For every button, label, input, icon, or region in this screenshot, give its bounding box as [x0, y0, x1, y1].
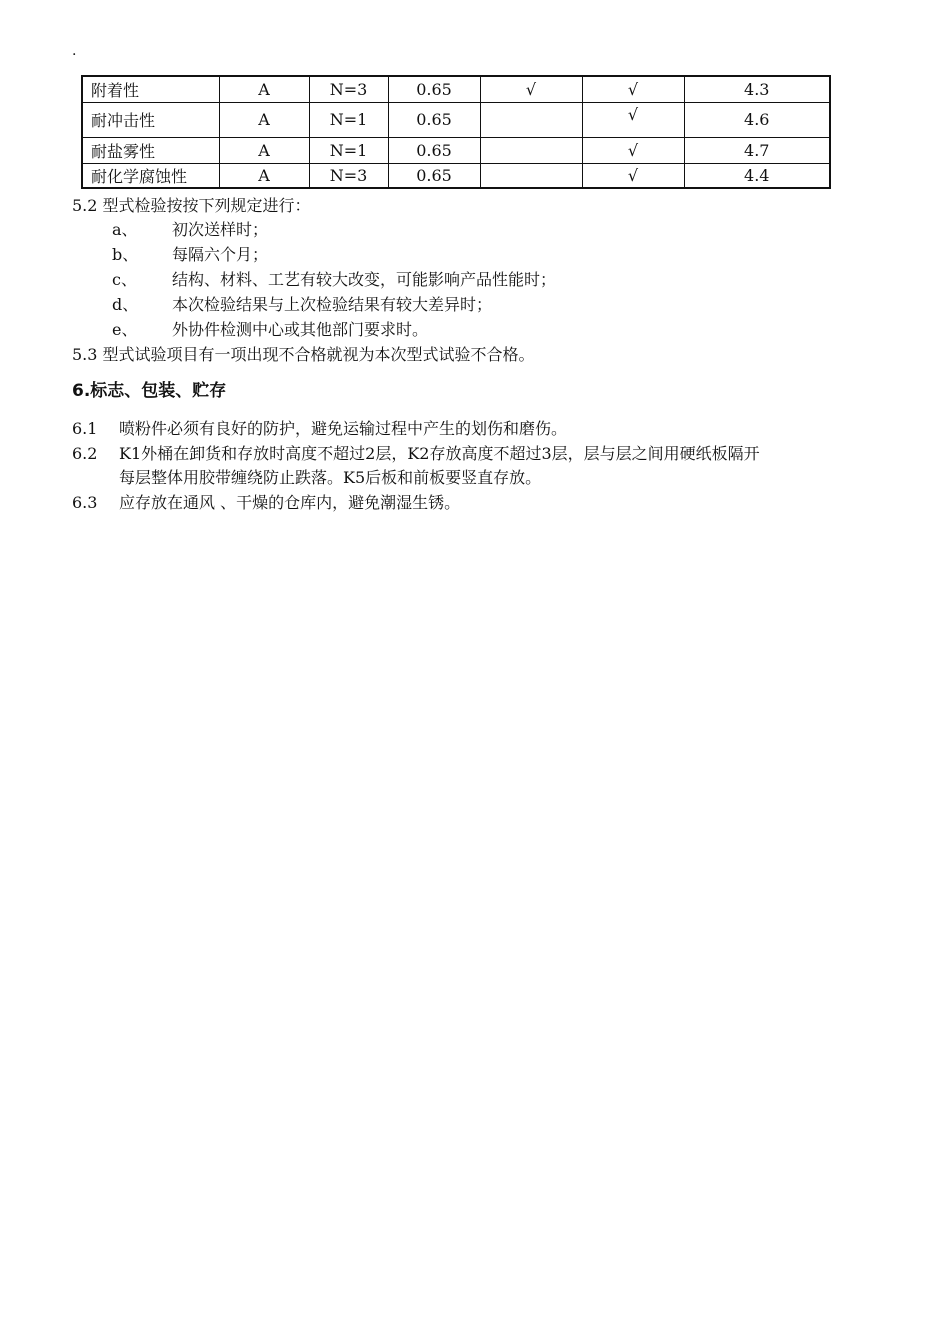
- sample-size: N=1: [309, 102, 388, 137]
- inspection-table: [81, 75, 831, 189]
- table-row: [82, 163, 830, 188]
- defect-grade: A: [219, 163, 309, 188]
- clause-number: 6.3: [72, 493, 98, 512]
- test-item-name: 附着性: [82, 76, 219, 102]
- aql-value: 0.65: [388, 137, 480, 163]
- defect-grade: A: [219, 137, 309, 163]
- check-mark-2: √: [582, 76, 684, 102]
- clause-ref: 4.4: [684, 163, 830, 188]
- list-item-label: b、: [112, 245, 139, 264]
- test-item-name: 耐冲击性: [82, 102, 219, 137]
- clause-number: 6.1: [72, 419, 98, 438]
- list-item-text: 外协件检测中心或其他部门要求时。: [172, 320, 429, 339]
- clause-ref: 4.3: [684, 76, 830, 102]
- section-5-3-text: 5.3 型式试验项目有一项出现不合格就视为本次型式试验不合格。: [72, 345, 535, 364]
- check-mark-1: √: [480, 76, 582, 102]
- section-5-2-title: 5.2 型式检验按按下列规定进行：: [72, 196, 311, 215]
- list-item-text: 结构、材料、工艺有较大改变，可能影响产品性能时；: [172, 270, 557, 289]
- test-item-name: 耐盐雾性: [82, 137, 219, 163]
- test-item-name: 耐化学腐蚀性: [82, 163, 219, 188]
- check-mark-1: [480, 163, 582, 188]
- list-item-text: 每隔六个月；: [172, 245, 269, 264]
- clause-text: K1外桶在卸货和存放时高度不超过2层，K2存放高度不超过3层，层与层之间用硬纸板隔开: [119, 444, 760, 463]
- clause-text-continued: 每层整体用胶带缠绕防止跌落。K5后板和前板要竖直存放。: [119, 468, 542, 487]
- section-6-heading: 6.标志、包装、贮存: [72, 381, 227, 401]
- table-row: [82, 76, 830, 102]
- aql-value: 0.65: [388, 163, 480, 188]
- check-mark-2: √: [582, 163, 684, 188]
- clause-ref: 4.7: [684, 137, 830, 163]
- list-item-text: 本次检验结果与上次检验结果有较大差异时；: [172, 295, 493, 314]
- sample-size: N=3: [309, 163, 388, 188]
- aql-value: 0.65: [388, 102, 480, 137]
- aql-value: 0.65: [388, 76, 480, 102]
- clause-ref: 4.6: [684, 102, 830, 137]
- check-mark-1: [480, 102, 582, 137]
- sample-size: N=3: [309, 76, 388, 102]
- list-item-label: a、: [112, 220, 138, 239]
- table-row: [82, 102, 830, 137]
- clause-text: 应存放在通风 、干燥的仓库内，避免潮湿生锈。: [119, 493, 461, 512]
- defect-grade: A: [219, 76, 309, 102]
- check-mark-2: √: [582, 137, 684, 163]
- list-item-text: 初次送样时；: [172, 220, 269, 239]
- sample-size: N=1: [309, 137, 388, 163]
- list-item-label: e、: [112, 320, 138, 339]
- check-mark-1: [480, 137, 582, 163]
- check-mark-2: √: [582, 102, 684, 137]
- clause-text: 喷粉件必须有良好的防护，避免运输过程中产生的划伤和磨伤。: [119, 419, 568, 438]
- list-item-label: d、: [112, 295, 139, 314]
- defect-grade: A: [219, 102, 309, 137]
- clause-number: 6.2: [72, 444, 98, 463]
- page-mark: .: [72, 43, 77, 59]
- table-row: [82, 137, 830, 163]
- list-item-label: c、: [112, 270, 137, 289]
